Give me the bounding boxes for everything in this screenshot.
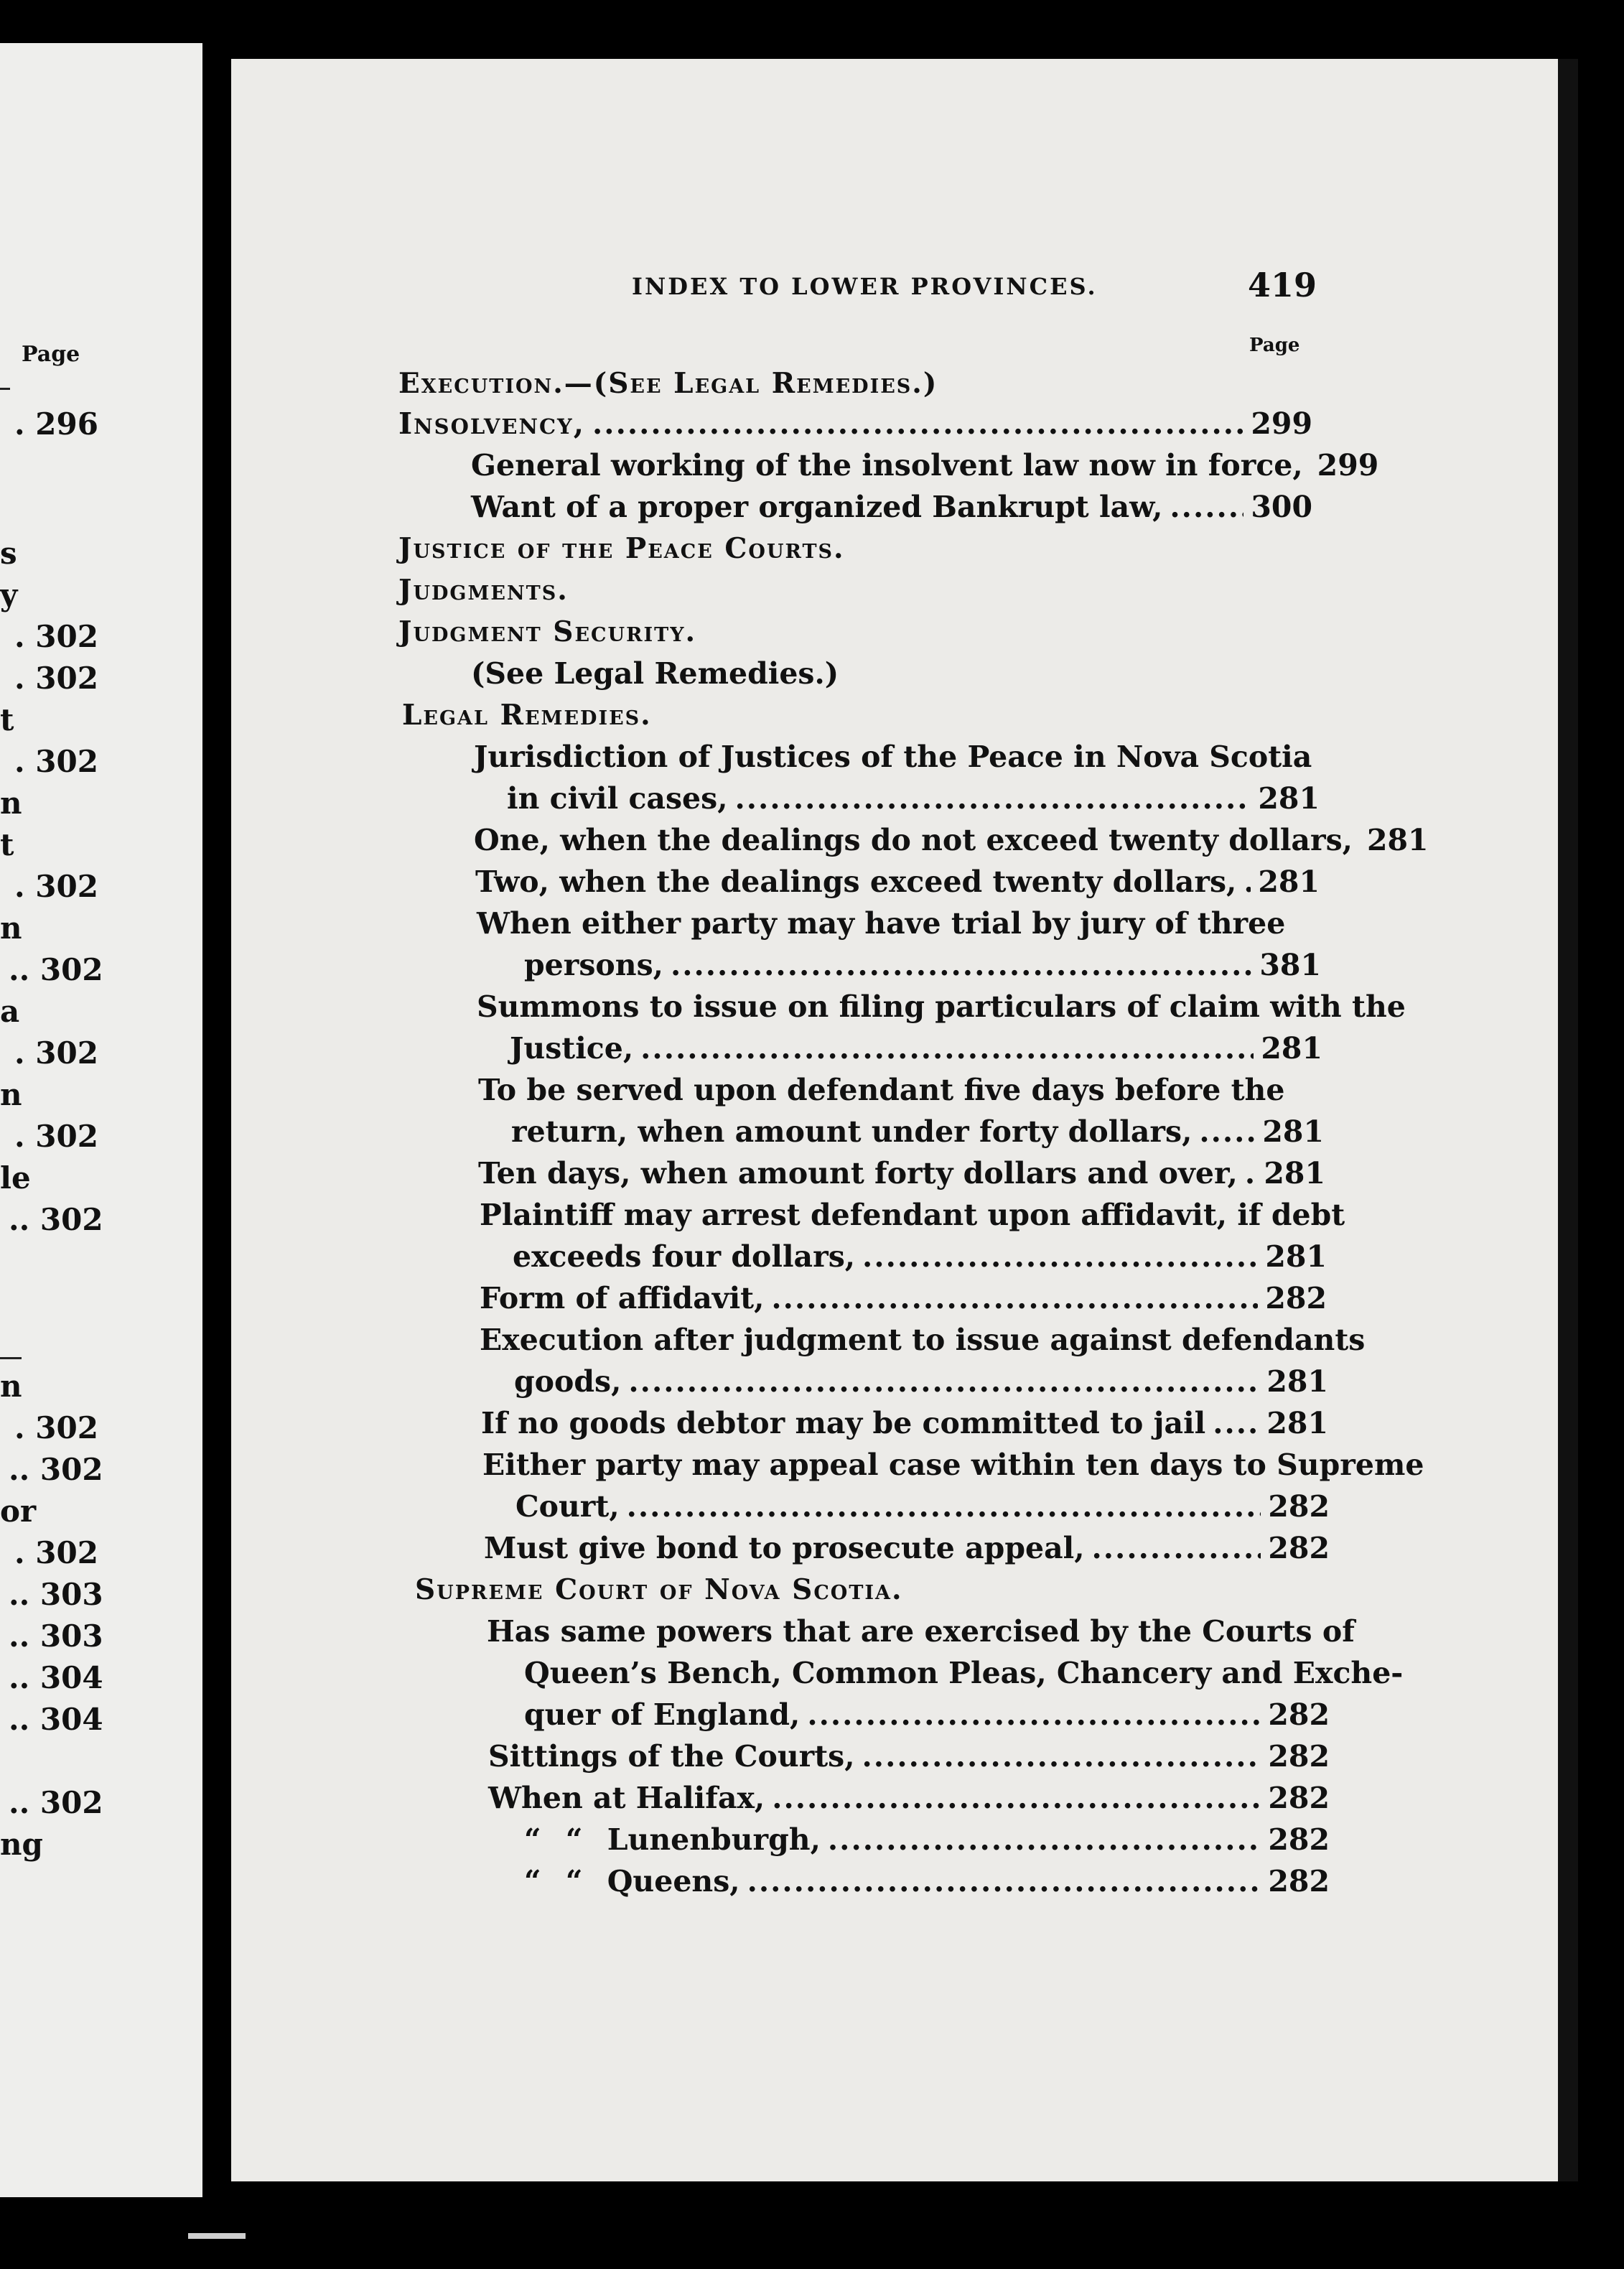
leader-dots	[772, 1778, 1261, 1818]
index-cross-reference: (See Legal Remedies.)	[471, 656, 839, 691]
left-fragment: . 296	[14, 406, 98, 442]
left-fragment: . 302	[14, 744, 98, 779]
index-heading: Judgments.	[398, 574, 569, 607]
entry-label: Insolvency,	[398, 406, 586, 441]
entry-label: One, when the dealings do not exceed twenty dollars,	[474, 823, 1353, 857]
page-edge-shadow	[1558, 59, 1578, 2181]
leader-dots	[1213, 1403, 1259, 1443]
entry-label: General working of the insolvent law now in force,	[471, 448, 1303, 483]
left-fragment: . 302	[14, 869, 98, 904]
index-entry-line: Has same powers that are exercised by the Courts of	[487, 1614, 1355, 1649]
entry-page: 381	[1259, 948, 1321, 982]
entry-page: 281	[1258, 781, 1320, 816]
entry-page: 282	[1268, 1739, 1330, 1774]
index-entry	[475, 862, 1320, 902]
left-fragment: t	[0, 702, 14, 737]
running-head: INDEX TO LOWER PROVINCES.	[632, 273, 1098, 300]
leader-dots	[627, 1486, 1261, 1527]
entry-page: 282	[1268, 1864, 1330, 1898]
leader-dots	[828, 1820, 1261, 1860]
entry-page: 281	[1266, 1364, 1328, 1399]
left-fragment: s	[0, 536, 17, 571]
entry-page: 281	[1258, 865, 1320, 899]
left-fragment: . 302	[14, 1035, 98, 1071]
index-heading: Execution.—(See Legal Remedies.)	[398, 367, 938, 400]
left-fragment: . 302	[14, 619, 98, 654]
left-fragment: y	[0, 577, 18, 612]
leader-dots	[1170, 487, 1243, 527]
entry-label: in civil cases,	[507, 781, 728, 816]
page-number: 419	[1248, 266, 1317, 304]
entry-label: “ “ Lunenburgh,	[524, 1822, 821, 1857]
index-entry	[513, 1236, 1327, 1277]
index-entry	[488, 1736, 1330, 1776]
entry-label: Two, when the dealings exceed twenty dollars,	[475, 865, 1237, 899]
index-entry-line: Queen’s Bench, Common Pleas, Chancery and Exche-	[524, 1656, 1404, 1690]
leader-dots	[862, 1736, 1261, 1776]
entry-page: 282	[1268, 1781, 1330, 1815]
previous-page-fragment	[0, 43, 202, 2197]
index-entry	[510, 1028, 1322, 1068]
left-page-header: Page	[22, 342, 80, 367]
entry-page: 281	[1264, 1156, 1325, 1191]
entry-label: Form of affidavit,	[480, 1281, 765, 1315]
entry-label: If no goods debtor may be committed to jail	[481, 1406, 1206, 1440]
entry-page: 299	[1317, 448, 1379, 483]
index-heading: Legal Remedies.	[402, 699, 652, 732]
left-fragment: ng	[0, 1827, 43, 1862]
scan-artifact	[188, 2233, 246, 2239]
index-heading: Supreme Court of Nova Scotia.	[415, 1573, 903, 1606]
index-entry	[514, 1361, 1328, 1402]
left-fragment: .. 302	[9, 1785, 103, 1820]
left-fragment: n	[0, 786, 22, 821]
entry-label: goods,	[514, 1364, 622, 1399]
leader-dots	[1199, 1112, 1255, 1152]
left-fragment: or	[0, 1494, 37, 1529]
entry-label: Must give bond to prosecute appeal,	[484, 1531, 1085, 1565]
left-fragment: t	[0, 827, 14, 862]
leader-dots	[1243, 862, 1251, 902]
entry-page: 282	[1265, 1281, 1327, 1315]
entry-label: Want of a proper organized Bankrupt law,	[471, 490, 1163, 524]
left-fragment: .. 302	[9, 952, 103, 987]
entry-page: 281	[1262, 1114, 1324, 1149]
leader-dots	[862, 1236, 1258, 1277]
entry-page: 282	[1268, 1822, 1330, 1857]
entry-label: Justice,	[510, 1031, 634, 1066]
leader-dots	[671, 945, 1252, 985]
left-rule	[0, 388, 10, 390]
left-fragment: n	[0, 910, 22, 946]
entry-label: “ “ Queens,	[524, 1864, 740, 1898]
index-entry	[507, 778, 1320, 819]
entry-label: exceeds four dollars,	[513, 1239, 856, 1274]
entry-label: When at Halifax,	[488, 1781, 765, 1815]
left-fragment: .. 304	[9, 1702, 103, 1737]
index-entry	[398, 404, 1312, 444]
entry-page: 282	[1268, 1489, 1330, 1524]
index-entry	[474, 820, 1429, 860]
left-fragment: . 302	[14, 1535, 98, 1570]
entry-page: 281	[1366, 823, 1429, 857]
left-fragment: . 302	[14, 1119, 98, 1154]
left-fragment: le	[0, 1160, 31, 1196]
entry-label: quer of England,	[524, 1697, 801, 1732]
entry-label: Court,	[515, 1489, 620, 1524]
left-fragment: . 302	[14, 661, 98, 696]
leader-dots	[747, 1861, 1261, 1901]
leader-dots	[1245, 1153, 1257, 1193]
index-entry-line: Summons to issue on filing particulars of claim with the	[477, 989, 1406, 1024]
index-heading: Justice of the Peace Courts.	[398, 532, 845, 565]
index-entry	[511, 1112, 1324, 1152]
index-entry	[524, 945, 1321, 985]
index-entry	[481, 1403, 1328, 1443]
left-fragment: . 302	[14, 1410, 98, 1445]
left-fragment: .. 302	[9, 1452, 103, 1487]
leader-dots	[628, 1361, 1259, 1402]
leader-dots	[592, 404, 1243, 444]
page-column-header: Page	[1249, 335, 1300, 356]
index-entry	[515, 1486, 1330, 1527]
left-fragment: a	[0, 994, 20, 1029]
left-fragment: .. 302	[9, 1202, 103, 1237]
index-entry-line: When either party may have trial by jury of three	[477, 906, 1286, 941]
leader-dots	[771, 1278, 1258, 1318]
entry-page: 281	[1266, 1406, 1328, 1440]
left-fragment: n	[0, 1369, 22, 1404]
index-entry-line: Either party may appeal case within ten days to Supreme	[482, 1448, 1424, 1482]
index-entry	[480, 1278, 1327, 1318]
index-heading: Judgment Security.	[398, 615, 697, 648]
leader-dots	[640, 1028, 1254, 1068]
entry-label: persons,	[524, 948, 663, 982]
entry-page: 282	[1268, 1697, 1330, 1732]
index-entry	[471, 487, 1312, 527]
index-entry-line: Execution after judgment to issue against defendants	[480, 1323, 1366, 1357]
index-entry	[488, 1778, 1330, 1818]
index-entry-line: Jurisdiction of Justices of the Peace in Nova Scotia	[474, 740, 1312, 774]
index-entry	[524, 1820, 1330, 1860]
leader-dots	[807, 1695, 1261, 1735]
entry-label: return, when amount under forty dollars,	[511, 1114, 1193, 1149]
leader-dots	[1092, 1528, 1261, 1568]
index-entry-line: Plaintiff may arrest defendant upon affidavit, if debt	[480, 1198, 1345, 1232]
index-entry-line: To be served upon defendant five days before the	[478, 1073, 1285, 1107]
entry-page: 282	[1268, 1531, 1330, 1565]
entry-label: Ten days, when amount forty dollars and over,	[478, 1156, 1238, 1191]
left-fragment: .. 304	[9, 1660, 103, 1695]
left-fragment: n	[0, 1077, 22, 1112]
entry-page: 299	[1251, 406, 1312, 441]
index-entry	[524, 1695, 1330, 1735]
entry-page: 281	[1265, 1239, 1327, 1274]
entry-label: Sittings of the Courts,	[488, 1739, 855, 1774]
index-entry	[484, 1528, 1330, 1568]
index-entry	[471, 445, 1379, 485]
leader-dots	[735, 778, 1251, 819]
left-fragment: .. 303	[9, 1618, 103, 1654]
entry-page: 281	[1261, 1031, 1322, 1066]
entry-page: 300	[1251, 490, 1312, 524]
left-rule	[0, 1357, 22, 1359]
left-fragment: .. 303	[9, 1577, 103, 1612]
index-entry	[478, 1153, 1325, 1193]
index-entry	[524, 1861, 1330, 1901]
